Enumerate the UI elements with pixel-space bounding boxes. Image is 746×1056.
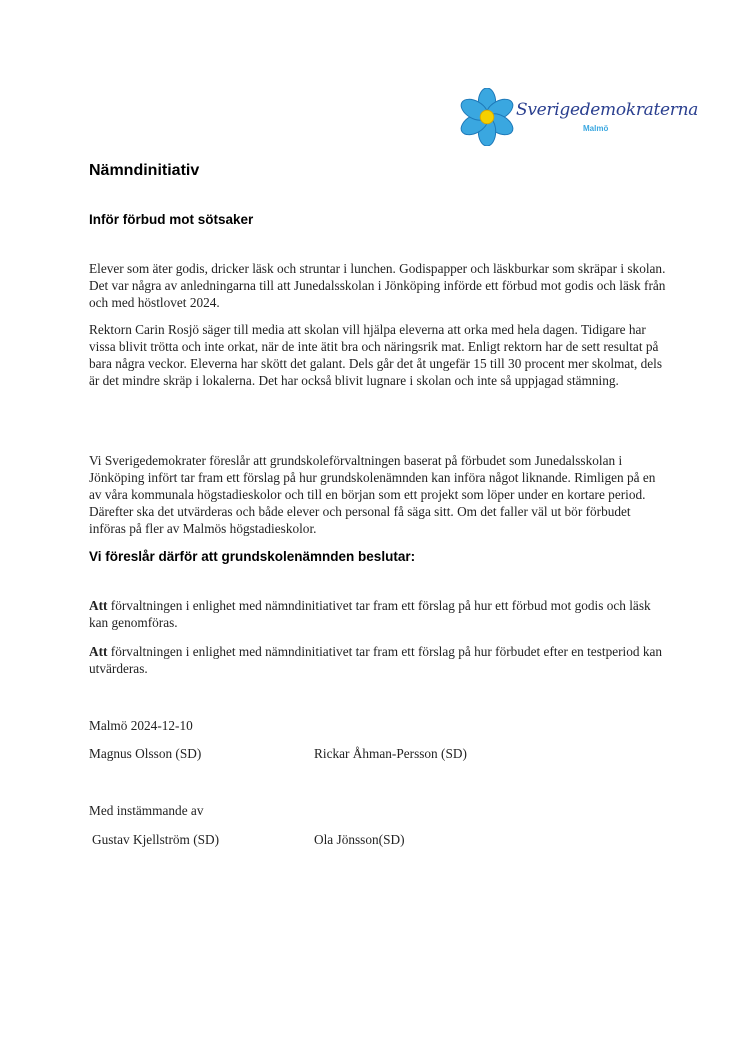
paragraph-3: Vi Sverigedemokrater föreslår att grundskoleförvaltningen baserat på förbudet som Junedalsskolan i Jönköping infört tar fram ett förslag på hur grundskolenämnden kan införa något liknande. Rimligen på en av våra kommunala högstadieskolor och till en början som ett projekt som löper under en kortare period. Därefter ska det utvärderas och både elever och personal få säga sitt. Om det faller väl ut bör förbudet införas på fler av Malmös högstadieskolor.	[89, 453, 656, 536]
paragraph-1: Elever som äter godis, dricker läsk och struntar i lunchen. Godispapper och läskburkar som skräpar i skolan. Det var några av anledningarna till att Junedalsskolan i Jönköping införde ett förbud mot godis och läsk från och med höstlovet 2024.	[89, 261, 666, 310]
paragraph-2: Rektorn Carin Rosjö säger till media att skolan vill hjälpa eleverna att orka med hela dagen. Tidigare har vissa blivit trötta och inte orkat, när de inte ätit bra och näringsrik mat. Enligt rektorn har de sett resultat på bara några veckor. Eleverna har skött det galant. Dels går det åt ungefär 15 till 30 procent mer skolmat, dels är det mindre skräp i lokalerna. Det har också blivit lugnare i skolan och inte så uppjagad stämning.	[89, 322, 663, 388]
logo-city-text: Malmö	[583, 124, 609, 133]
signatory-2: Rickar Åhman-Persson (SD)	[314, 746, 467, 761]
document-subtitle: Inför förbud mot sötsaker	[89, 212, 254, 227]
signatory-1: Magnus Olsson (SD)	[89, 746, 202, 761]
proposal-2	[89, 643, 669, 677]
proposal-1-text: förvaltningen i enlighet med nämndinitiativet tar fram ett förslag på hur ett förbud mot godis och läsk kan genomföras.	[89, 598, 651, 630]
place-date: Malmö 2024-12-10	[89, 718, 193, 733]
proposal-2-text: förvaltningen i enlighet med nämndinitiativet tar fram ett förslag på hur förbudet efter en testperiod kan utvärderas.	[89, 644, 663, 676]
anemone-flower-icon	[458, 88, 516, 146]
proposal-1	[89, 597, 669, 631]
logo-brand-text: Sverigedemokraterna	[516, 100, 699, 120]
concurring-1: Gustav Kjellström (SD)	[92, 832, 220, 847]
proposal-1-lead: Att	[89, 598, 108, 613]
concurrence-label: Med instämmande av	[89, 803, 204, 818]
proposal-2-lead: Att	[89, 644, 108, 659]
proposal-heading: Vi föreslår därför att grundskolenämnden beslutar:	[89, 549, 416, 564]
party-logo	[458, 88, 699, 150]
document-title: Nämndinitiativ	[89, 162, 200, 179]
concurring-2: Ola Jönsson(SD)	[314, 832, 405, 847]
